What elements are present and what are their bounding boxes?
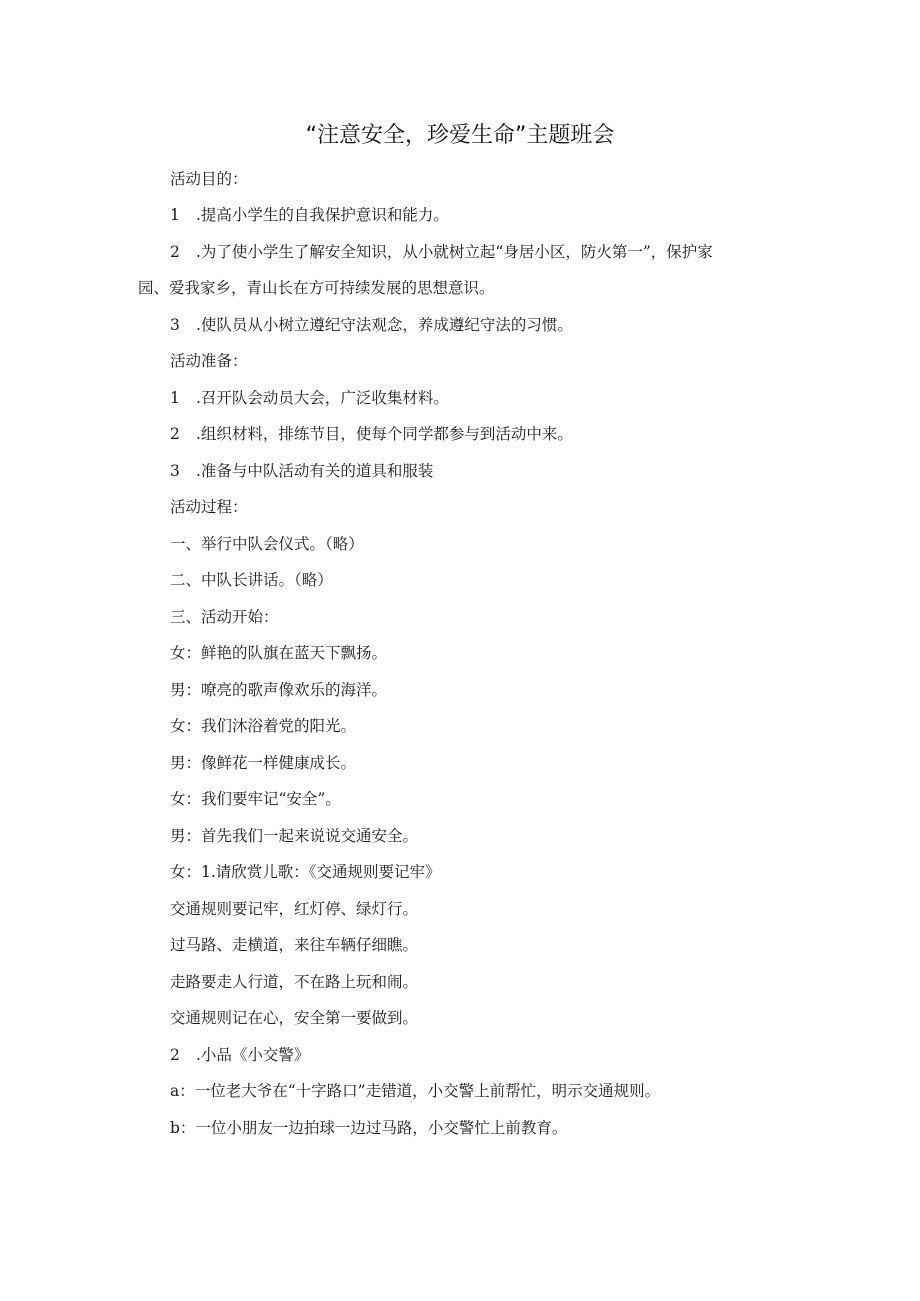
- line-text: 园、爱我家乡，青山长在方可持续发展的思想意识。: [138, 279, 495, 297]
- line-text: 走路要走人行道，不在路上玩和闹。: [170, 973, 419, 991]
- line-text: .使队员从小树立遵纪守法观念，养成遵纪守法的习惯。: [196, 316, 573, 334]
- line-text: 男：首先我们一起来说说交通安全。: [170, 827, 419, 845]
- line-text: 男：像鲜花一样健康成长。: [170, 754, 357, 772]
- line-text: .准备与中队活动有关的道具和服装: [196, 462, 434, 480]
- section-heading-process: [170, 495, 248, 519]
- process-step: [170, 568, 333, 592]
- line-text: .召开队会动员大会，广泛收集材料。: [196, 389, 449, 407]
- poem-line: [170, 970, 418, 994]
- list-number: 3: [170, 316, 180, 334]
- list-number: 1: [170, 206, 180, 224]
- section-heading-preparation: [170, 349, 248, 373]
- list-item: [170, 240, 713, 264]
- dialogue-line: [170, 641, 387, 665]
- line-text: .为了使小学生了解安全知识，从小就树立起“身居小区，防火第一”，保护家: [196, 243, 713, 261]
- list-number: 2: [170, 425, 180, 443]
- list-item: [170, 203, 449, 227]
- line-text: 女：我们沐浴着党的阳光。: [170, 717, 357, 735]
- document-title: “注意安全，珍爱生命”主题班会: [305, 123, 615, 148]
- poem-line: [170, 1006, 418, 1030]
- line-text: 活动目的：: [170, 170, 248, 188]
- section-heading-purpose: [170, 167, 248, 191]
- line-text: 女：我们要牢记“安全”。: [170, 790, 341, 808]
- list-number: 2: [170, 1046, 180, 1064]
- dialogue-line: [170, 678, 387, 702]
- process-step: [170, 605, 279, 629]
- line-text: 活动准备：: [170, 352, 248, 370]
- line-text: 交通规则要记牢，红灯停、绿灯行。: [170, 900, 419, 918]
- dialogue-line: [170, 714, 356, 738]
- line-text: .提高小学生的自我保护意识和能力。: [196, 206, 449, 224]
- list-number: 3: [170, 462, 180, 480]
- line-text: b：一位小朋友一边拍球一边过马路，小交警忙上前教育。: [170, 1119, 568, 1137]
- paragraph-continuation: [138, 276, 495, 300]
- list-item: [170, 313, 573, 337]
- list-item: [170, 386, 449, 410]
- list-number: 1: [170, 389, 180, 407]
- list-item: [170, 422, 573, 446]
- line-text: 女：鲜艳的队旗在蓝天下飘扬。: [170, 644, 388, 662]
- poem-line: [170, 933, 418, 957]
- dialogue-line: [170, 787, 341, 811]
- line-text: 三、活动开始：: [170, 608, 279, 626]
- list-item: [170, 459, 433, 483]
- line-text: 一、举行中队会仪式。（略）: [170, 535, 364, 553]
- line-text: 男：嘹亮的歌声像欢乐的海洋。: [170, 681, 388, 699]
- line-text: 女：1.请欣赏儿歌：《交通规则要记牢》: [170, 863, 441, 881]
- line-text: 交通规则记在心，安全第一要做到。: [170, 1009, 419, 1027]
- skit-scene: [170, 1079, 660, 1103]
- list-item: [170, 1043, 309, 1067]
- dialogue-line: [170, 824, 418, 848]
- process-step: [170, 532, 364, 556]
- dialogue-line: [170, 860, 441, 884]
- line-text: 活动过程：: [170, 498, 248, 516]
- line-text: .组织材料，排练节目，使每个同学都参与到活动中来。: [196, 425, 573, 443]
- list-number: 2: [170, 243, 180, 261]
- skit-scene: [170, 1116, 567, 1140]
- line-text: a：一位老大爷在“十字路口”走错道，小交警上前帮忙，明示交通规则。: [170, 1082, 661, 1100]
- line-text: .小品《小交警》: [196, 1046, 310, 1064]
- dialogue-line: [170, 751, 356, 775]
- line-text: 二、中队长讲话。（略）: [170, 571, 333, 589]
- poem-line: [170, 897, 418, 921]
- line-text: 过马路、走横道，来往车辆仔细瞧。: [170, 936, 419, 954]
